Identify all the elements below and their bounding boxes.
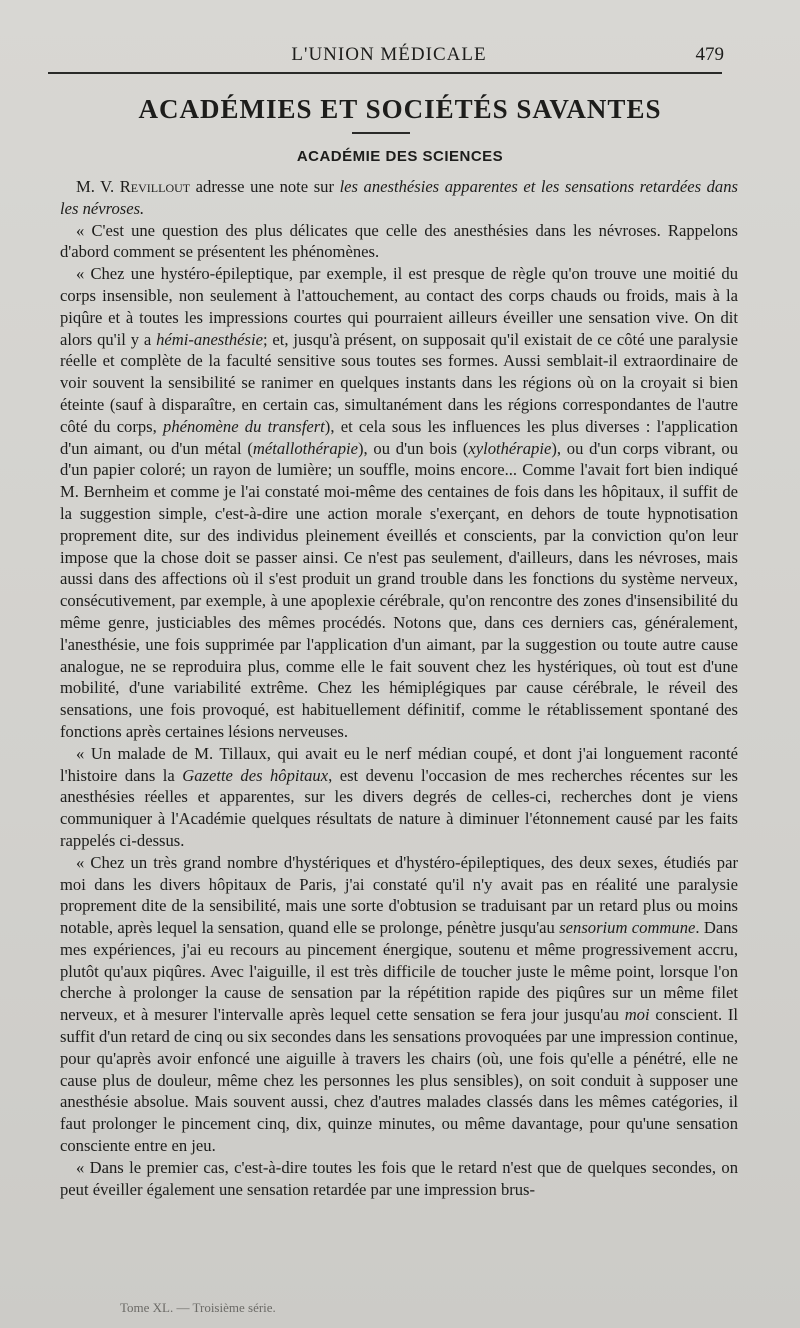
opening-middle: adresse une note sur bbox=[190, 177, 340, 196]
p3-text-b: , est devenu l'occasion de mes recherches récentes sur les anesthésies réelles et apparentes, sur les divers degrés de celles-ci, recherches dont je viens communiquer à l'Académie quelques résultats de nature à diminuer l'étonnement causé par les faits rappelés ci-dessus. bbox=[60, 765, 739, 850]
p2-text-b: ; et, jusqu'à présent, on supposait qu'il existait de ce côté une paralysie réelle et complète de la faculté sensitive sous toutes ses formes. Aussi semblait-il extraordinaire de voir souvent la sensibilité se ranimer en quelques instants dans les régions où on la croyait si bien éteinte (sauf à disparaître, en certain cas, simultanément dans les régions correspondantes de l'autre côté du corps, bbox=[60, 329, 738, 436]
footer-note: Tome XL. — Troisième série. bbox=[120, 1300, 276, 1315]
section-title: ACADÉMIES ET SOCIÉTÉS SAVANTES bbox=[138, 94, 662, 124]
p2-text-d: ), ou d'un bois ( bbox=[357, 438, 469, 458]
p2-text-c: ), et cela sous les influences les plus diverses : l'application d'un aimant, ou d'un métal ( bbox=[60, 416, 738, 458]
running-title: L'UNION MÉDICALE bbox=[291, 44, 487, 65]
p4-italic-1: sensorium commune bbox=[559, 918, 696, 938]
paragraph-3 bbox=[60, 743, 738, 852]
p2-italic-1: hémi-anesthésie bbox=[156, 329, 263, 349]
subsection-title: ACADÉMIE DES SCIENCES bbox=[296, 148, 504, 165]
p3-text-a: « Un malade de M. Tillaux, qui avait eu le nerf médian coupé, et dont j'ai longuement raconté l'histoire dans la bbox=[60, 743, 738, 785]
paragraph-4 bbox=[60, 852, 738, 1157]
p4-text-b: . Dans mes expériences, j'ai eu recours au pincement énergique, soutenu et même progressivement accru, plutôt qu'aux piqûres. Avec l'aiguille, il est très difficile de toucher juste le même point, lorsque l'on cherche à prolonger la cause de sensation par la répétition rapide des piqûres sur un même filet nerveux, et à mesurer l'intervalle après lequel cette sensation se fera jour jusqu'au bbox=[60, 918, 738, 1025]
p4-text-a: « Chez un très grand nombre d'hystériques et d'hystéro-épileptiques, des deux sexes, étudiés par moi dans les divers hôpitaux de Paris, j'ai constaté qu'il n'y avait pas en réalité une paralysie proprement dite de la sensibilité, mais une sorte d'obtusion se traduisant par un retard plus ou moins notable, après lequel la sensation, quand elle se prolonge, pénètre jusqu'au bbox=[60, 852, 738, 938]
page-number: 479 bbox=[695, 44, 724, 65]
header-rule bbox=[48, 72, 722, 74]
p2-text-e: ), ou d'un corps vibrant, ou d'un papier coloré; un rayon de lumière; un souffle, moins encore... Comme l'avait fort bien indiqué M. Bernheim et comme je l'ai constaté moi-même des centaines de fois dans les hôpitaux, il suffit de la suggestion simple, c'est-à-dire une action morale s'exerçant, en dehors de toute hypnotisation proprement dite, sur des individus pleinement éveillés et conscients, par la conviction qu'on leur impose que la chose doit se passer ainsi. Ce n'est pas seulement, d'ailleurs, dans les névroses, mais aussi dans des affections où il s'est produit un grand trouble dans les fonctions du système nerveux, consécutivement, par exemple, à une apoplexie cérébrale, qu'on rencontre des zones d'insensibilité du même genre, justiciables des mêmes procédés. Notons que, dans ces derniers cas, généralement, l'anesthésie, une fois supprimée par l'application d'un aimant, par la suggestion ou toute autre cause analogue, ne se reproduira plus, comme elle le fait souvent chez les hystériques, où tout est d'une mobilité, d'une variabilité extrême. Chez les hémiplégiques par cause cérébrale, le réveil des sensations, une fois provoqué, est habituellement définitif, comme le rétablissement spontané des fonctions après certaines lésions nerveuses. bbox=[60, 438, 739, 741]
p3-italic-1: Gazette des hôpitaux bbox=[182, 765, 329, 785]
p2-italic-2: phénomène du transfert bbox=[163, 416, 325, 436]
paragraph-1: « C'est une question des plus délicates que celle des anesthésies dans les névroses. Rappelons d'abord comment se présentent les phénomènes. bbox=[60, 220, 738, 262]
p2-italic-3: métallothérapie bbox=[252, 438, 358, 458]
article-body bbox=[60, 176, 738, 1200]
paragraph-2 bbox=[60, 263, 738, 743]
paragraph-5: « Dans le premier cas, c'est-à-dire toutes les fois que le retard n'est que de quelques secondes, on peut éveiller également une sensation retardée par une impression brus- bbox=[60, 1157, 738, 1199]
running-header bbox=[52, 40, 726, 70]
note-title: les anesthésies apparentes et les sensations retardées dans les névroses. bbox=[60, 177, 738, 218]
p2-text-a: « Chez une hystéro-épileptique, par exemple, il est presque de règle qu'on trouve une moitié du corps insensible, non seulement à l'attouchement, au contact des corps chauds ou froids, mais à la piqûre et à toutes les impressions courtes qui pourraient ailleurs éveiller une sensation vive. On dit alors qu'il y a bbox=[60, 264, 738, 349]
section-divider bbox=[352, 132, 410, 134]
paragraph-opening bbox=[60, 176, 738, 220]
p2-italic-4: xylothérapie bbox=[468, 438, 552, 458]
opening-lead: M. V. bbox=[76, 177, 120, 196]
p4-text-c: conscient. Il suffit d'un retard de cinq ou six secondes dans les sensations provoquées par une impression continue, pour qu'après avoir enfoncé une aiguille à travers les chairs (où, une fois qu'elle a pénétré, elle ne cause plus de douleur, même chez les personnes les plus sensibles), on soit conduit à supposer une anesthésie absolue. Mais souvent aussi, chez d'autres malades classés dans les mêmes catégories, il faut prolonger le pincement cinq, dix, quinze minutes, ou même davantage, pour qu'une sensation consciente entre en jeu. bbox=[60, 1005, 739, 1156]
author-name: Revillout bbox=[119, 177, 191, 196]
p4-italic-2: moi bbox=[624, 1005, 650, 1025]
